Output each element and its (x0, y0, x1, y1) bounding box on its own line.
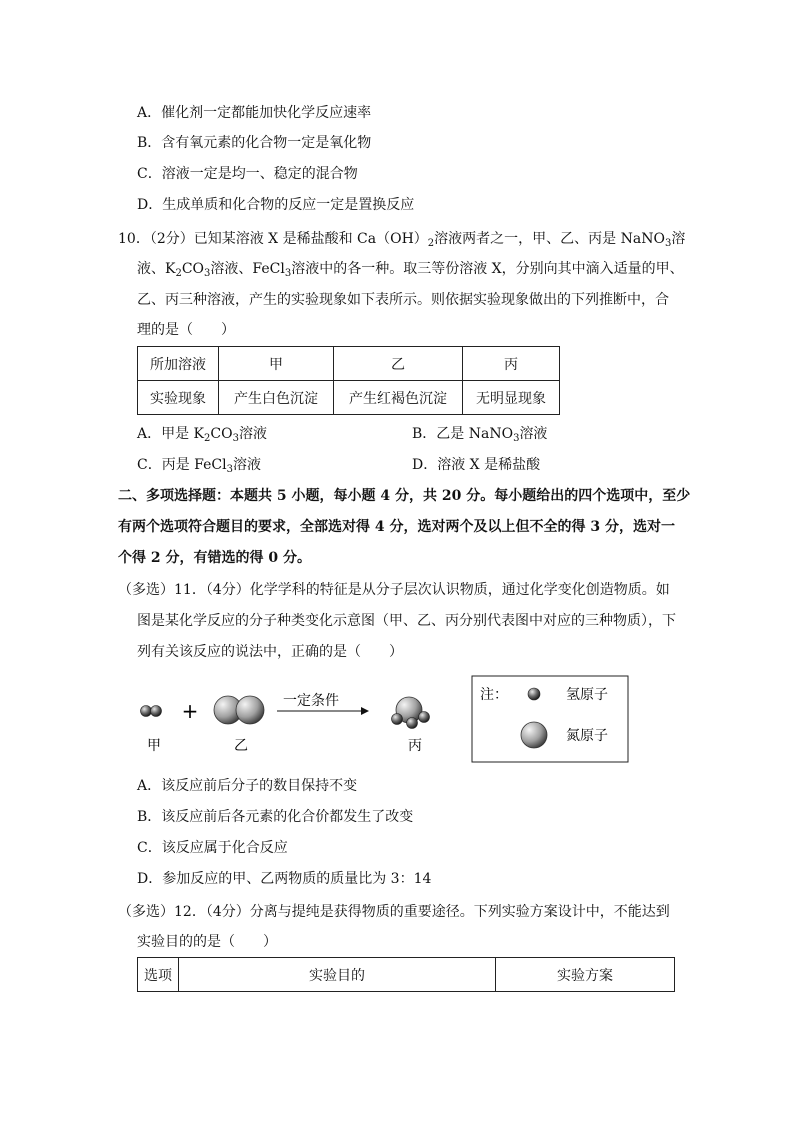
table-cell: 产生红褐色沉淀 (334, 381, 463, 415)
table-cell: 丙 (463, 347, 560, 381)
table-cell: 所加溶液 (138, 347, 219, 381)
table-cell: 乙 (334, 347, 463, 381)
section2-line1: 二、多项选择题：本题共 5 小题，每小题 4 分，共 20 分。每小题给出的四个选项中，至少 (118, 488, 691, 504)
q12-stem-line1: （多选）12．（4分）分离与提纯是获得物质的重要途径。下列实验方案设计中，不能达到 (118, 904, 670, 920)
q9-option-d: D．生成单质和化合物的反应一定是置换反应 (137, 197, 415, 213)
label-bing: 丙 (408, 738, 422, 754)
hydrogen-atom-icon (528, 688, 540, 700)
table-cell: 实验方案 (496, 958, 675, 992)
section2-line3: 个得 2 分，有错选的得 0 分。 (118, 550, 311, 566)
q11-option-a: A．该反应前后分子的数目保持不变 (137, 778, 358, 794)
plus-sign: + (181, 699, 199, 723)
q10-option-a: A．甲是 $K_2CO_3$溶液 (137, 426, 267, 444)
q11-option-b: B．该反应前后各元素的化合价都发生了改变 (137, 809, 414, 825)
table-cell: 实验目的 (179, 958, 496, 992)
nitrogen-atom-icon (521, 722, 547, 748)
q9-option-c: C．溶液一定是均一、稳定的混合物 (137, 166, 358, 182)
q10-stem-line3: 乙、丙三种溶液，产生的实验现象如下表所示。则依据实验现象做出的下列推断中，合 (137, 292, 669, 308)
molecule-jia-hydrogen (141, 706, 162, 717)
q11-stem-line1: （多选）11．（4分）化学学科的特征是从分子层次认识物质，通过化学变化创造物质。如 (118, 582, 670, 598)
q10-option-d: D．溶液 X 是稀盐酸 (412, 457, 541, 473)
q10-option-b: B．乙是 NaNO$_3$溶液 (412, 426, 548, 444)
q10-option-c: C．丙是 FeCl$_3$溶液 (137, 457, 261, 475)
table-cell: 甲 (219, 347, 334, 381)
q9-option-a: A．催化剂一定都能加快化学反应速率 (137, 105, 372, 121)
table-cell: 无明显现象 (463, 381, 560, 415)
molecule-yi-nitrogen (214, 696, 264, 724)
table-cell: 实验现象 (138, 381, 219, 415)
legend-nitrogen: 氮原子 (566, 728, 608, 744)
q10-table (137, 346, 560, 415)
q12-table (137, 957, 675, 992)
q10-stem-line2: 液、$K_2CO_3$溶液、FeCl$_3$溶液中的各一种。取三等份溶液 X，分别向其中滴入适量的甲、 (137, 261, 684, 279)
q11-option-c: C．该反应属于化合反应 (137, 840, 288, 856)
reaction-condition: 一定条件 (283, 693, 339, 709)
legend-title: 注： (480, 687, 508, 703)
legend-hydrogen: 氢原子 (566, 687, 608, 703)
table-cell: 产生白色沉淀 (219, 381, 334, 415)
q12-stem-line2: 实验目的的是（ ） (137, 934, 277, 950)
label-yi: 乙 (234, 738, 248, 754)
table-cell: 选项 (138, 958, 179, 992)
q11-stem-line3: 列有关该反应的说法中，正确的是（ ） (137, 644, 403, 660)
q10-stem-line1: 10．（2分）已知某溶液 X 是稀盐酸和 $Ca(OH)_2$溶液两者之一，甲、乙、丙是 NaNO$_3$溶 (118, 231, 686, 249)
table-row (138, 958, 675, 992)
q10-stem-line4: 理的是（ ） (137, 322, 235, 338)
molecule-bing-ammonia (392, 697, 430, 729)
q11-option-d: D．参加反应的甲、乙两物质的质量比为 3：14 (137, 871, 432, 887)
section2-line2: 有两个选项符合题目的要求，全部选对得 4 分，选对两个及以上但不全的得 3 分，选对一 (118, 519, 675, 535)
reaction-diagram (130, 672, 640, 772)
q11-stem-line2: 图是某化学反应的分子种类变化示意图（甲、乙、丙分别代表图中对应的三种物质），下 (137, 613, 676, 629)
q9-option-b: B．含有氧元素的化合物一定是氧化物 (137, 135, 372, 151)
label-jia: 甲 (147, 738, 161, 754)
table-row (138, 347, 560, 381)
table-row (138, 381, 560, 415)
